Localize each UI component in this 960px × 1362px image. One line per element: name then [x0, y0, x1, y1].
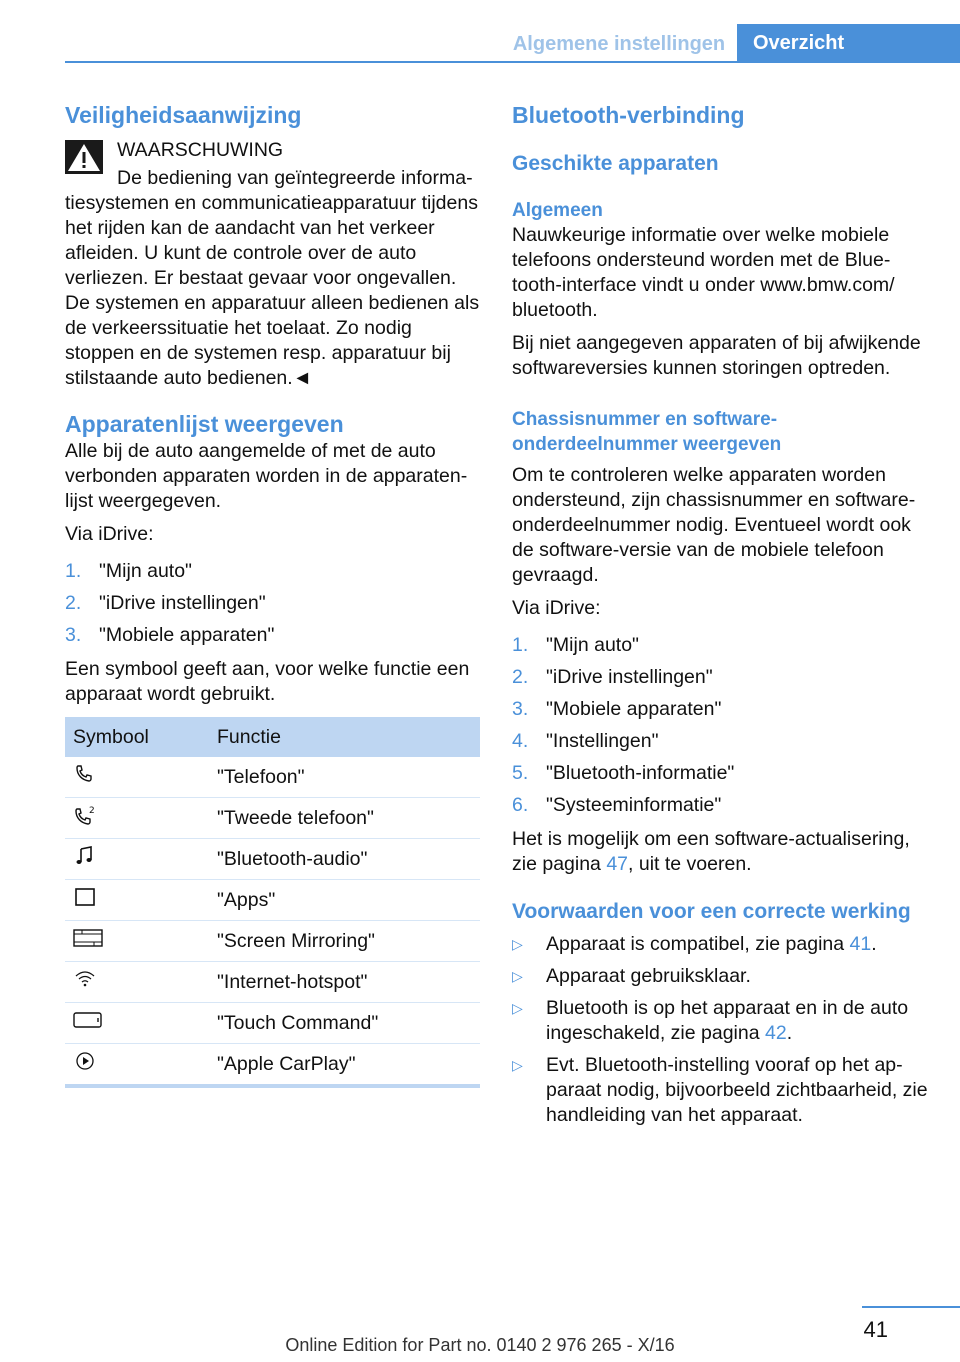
conditions-list [512, 932, 932, 1128]
bluetooth-heading: Bluetooth-verbinding [512, 102, 745, 128]
list-item: 5. "Bluetooth-informatie" [512, 762, 735, 784]
phone-icon [73, 763, 95, 785]
via-idrive-right: Via iDrive: [512, 597, 601, 619]
device-list-heading: Apparatenlijst weergeven [65, 411, 344, 437]
touch-command-icon [73, 1009, 103, 1031]
list-item: 2. "iDrive instellingen" [512, 666, 713, 688]
list-item: 3. "Mobiele apparaten" [512, 698, 722, 720]
list-item: 4. "Instellingen" [512, 730, 659, 752]
triangle-bullet-icon: ▷ [512, 1000, 523, 1016]
general-text-1: Nauwkeurige informatie over welke mobiele telefoons ondersteund worden met de Bluetooth-interface vindt u onder www.bmw.com/ bluetooth. [512, 224, 895, 321]
general-text-2: Bij niet aangegeven apparaten of bij afwijkende softwareversies kunnen storingen optreden. [512, 332, 921, 379]
chassis-text: Om te controleren welke apparaten worden ondersteund, zijn chassisnummer en softwareonderdeelnummer nodig. Eventueel wordt ook de software-versie van de mobiele telefoon gevraagd. [512, 464, 916, 586]
table-row: "Screen Mirroring" [65, 921, 480, 962]
list-item: ▷ Evt. Bluetooth-instelling vooraf op het apparaat nodig, bijvoorbeeld zichtbaarheid, zie handleiding van het apparaat. [512, 1054, 928, 1126]
list-item: 6. "Systeeminformatie" [512, 794, 722, 816]
warning-block [65, 138, 480, 190]
warning-triangle-icon [65, 140, 103, 174]
music-note-icon [73, 845, 95, 867]
right-column [512, 100, 932, 1135]
symbol-intro: Een symbool geeft aan, voor welke functie een apparaat wordt gebruikt. [65, 658, 470, 705]
list-item: ▷ Apparaat gebruiksklaar. [512, 965, 751, 987]
col-header-function: Functie [209, 717, 480, 757]
conditions-heading: Voorwaarden voor een correcte werking [512, 900, 911, 923]
screen-mirroring-icon [73, 927, 103, 949]
suitable-devices-heading: Geschikte apparaten [512, 152, 719, 175]
table-row: "Apple CarPlay" [65, 1044, 480, 1085]
page-number: 41 [863, 1317, 888, 1342]
page-link-41[interactable]: 41 [849, 933, 872, 955]
list-item: ▷ Apparaat is compatibel, zie pagina 41. [512, 933, 877, 955]
update-text: Het is mogelijk om een software-actualisering, zie pagina 47, uit te voeren. [512, 828, 910, 875]
table-bottom-rule [65, 1084, 480, 1088]
footer-edition: Online Edition for Part no. 0140 2 976 265 - X/16 [285, 1335, 675, 1355]
table-row: 2 "Tweede telefoon" [65, 798, 480, 839]
warning-title: WAARSCHUWING [117, 139, 284, 161]
table-row: "Internet-hotspot" [65, 962, 480, 1003]
list-item: 1. "Mijn auto" [65, 560, 192, 582]
safety-heading: Veiligheidsaanwijzing [65, 102, 302, 128]
left-steps-list [65, 555, 480, 651]
list-item: ▷ Bluetooth is op het apparaat en in de auto ingeschakeld, zie pagina 42. [512, 997, 909, 1044]
triangle-bullet-icon: ▷ [512, 968, 523, 984]
page-link-42[interactable]: 42 [765, 1022, 787, 1044]
warning-text: De bediening van geïntegreerde informatiesystemen en communicatieapparatuur tijdens het rijden kan de aandacht van het verkeer afleiden. U kunt de controle over de auto verliezen. Er bestaat gevaar voor ongevallen. De systemen en apparatuur alleen bedienen als de verkeerssituatie het toelaat. Zo nodig stoppen en de systemen resp. apparatuur bij stilstaande auto bedienen.◄ [65, 167, 480, 389]
triangle-bullet-icon: ▷ [512, 936, 523, 952]
triangle-bullet-icon: ▷ [512, 1057, 523, 1073]
table-row: "Touch Command" [65, 1003, 480, 1044]
general-heading: Algemeen [512, 200, 603, 221]
list-item: 1. "Mijn auto" [512, 634, 639, 656]
list-item: 2. "iDrive instellingen" [65, 592, 266, 614]
header-section-tab[interactable]: Algemene instellingen [512, 33, 726, 55]
list-item: 3. "Mobiele apparaten" [65, 624, 275, 646]
second-phone-icon [73, 804, 97, 826]
table-row: "Bluetooth-audio" [65, 839, 480, 880]
apps-icon [73, 886, 97, 908]
table-row: "Apps" [65, 880, 480, 921]
table-row: "Telefoon" [65, 757, 480, 798]
svg-text:2: 2 [89, 805, 95, 816]
footer-rule [862, 1306, 960, 1308]
left-column [65, 100, 480, 1088]
col-header-symbol: Symbool [65, 717, 209, 757]
wifi-hotspot-icon [73, 968, 97, 990]
symbol-table [65, 717, 480, 1084]
chassis-heading: Chassisnummer en softwareonderdeelnummer weergeven [512, 409, 782, 455]
right-steps-list [512, 629, 932, 821]
header-overview-tab[interactable]: Overzicht [737, 24, 960, 62]
via-idrive-left: Via iDrive: [65, 523, 154, 545]
device-list-text: Alle bij de auto aangemelde of met de auto verbonden apparaten worden in de apparatenlijst weergegeven. [65, 440, 468, 512]
carplay-icon [73, 1050, 97, 1072]
page-link-47[interactable]: 47 [606, 853, 629, 875]
